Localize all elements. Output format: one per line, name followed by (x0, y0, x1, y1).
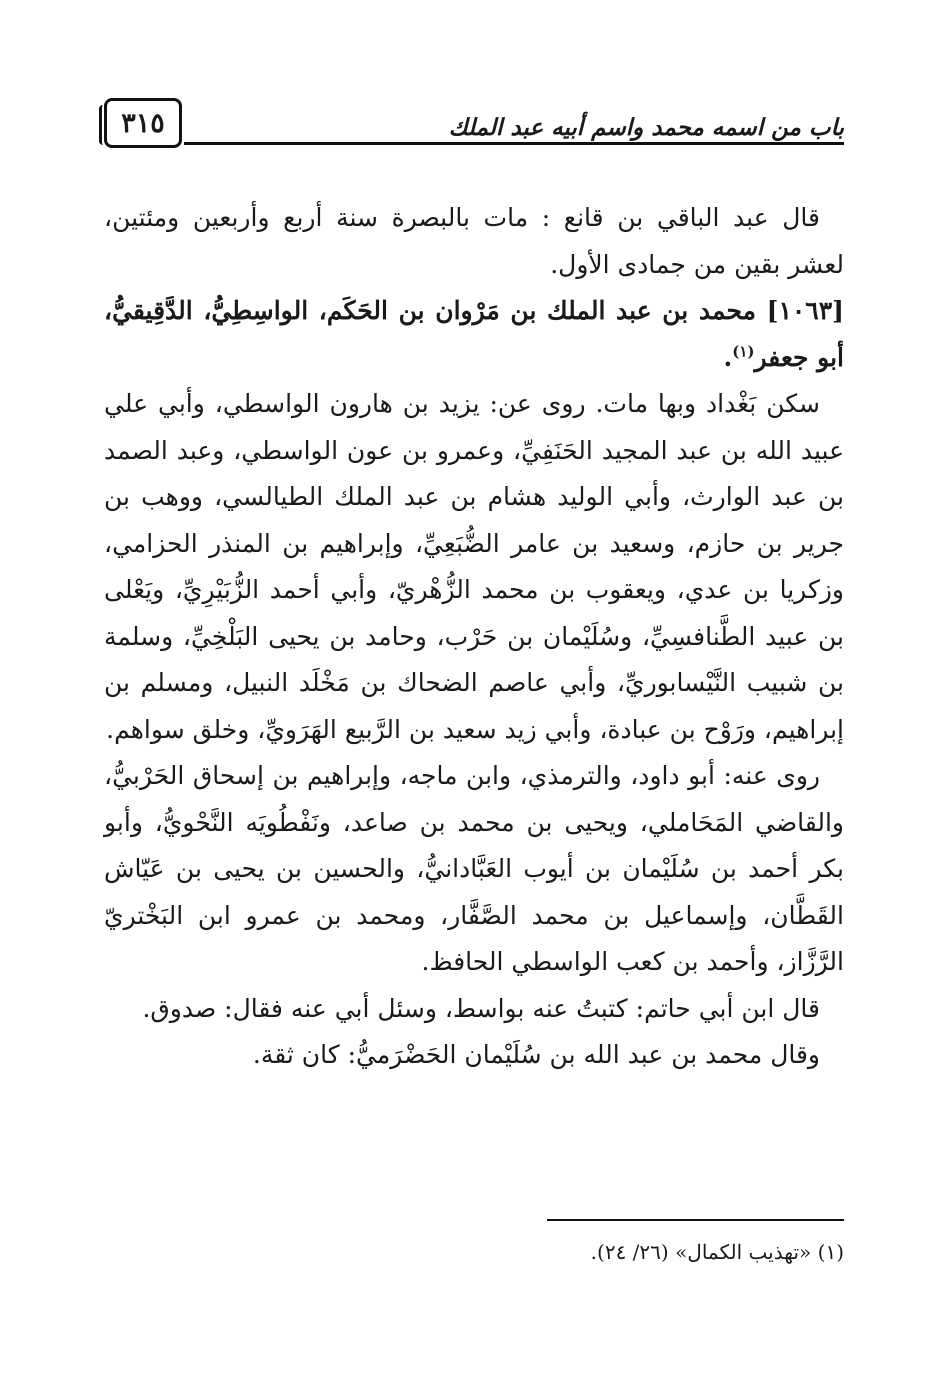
footnote-reference[interactable]: (١) (732, 342, 755, 361)
page-number (104, 98, 182, 148)
ibn-abi-hatim-paragraph: قال ابن أبي حاتم: كتبتُ عنه بواسط، وسئل أبي عنه فقال: صدوق. (142, 993, 820, 1023)
header-rule (184, 142, 844, 145)
entry-heading-end: . (723, 342, 733, 372)
hadrami-paragraph: وقال محمد بن عبد الله بن سُلَيْمان الحَضْرَميُّ: كان ثقة. (252, 1040, 820, 1069)
running-title: باب من اسمه محمد واسم أبيه عبد الملك (448, 114, 844, 141)
page-header (104, 98, 844, 158)
footnote-1: (١) «تهذيب الكمال» (٢٦/ ٢٤). (590, 1240, 844, 1264)
entry-heading-text: [١٠٦٣] محمد بن عبد الملك بن مَرْوان بن الحَكَم، الواسِطِيُّ، الدَّقِيقيُّ، أبو جعفر (104, 296, 844, 372)
narrators-to-paragraph: روى عنه: أبو داود، والترمذي، وابن ماجه، وإبراهيم بن إسحاق الحَرْبيُّ، والقاضي المَحَاملي، ويحيى بن محمد بن صاعد، ونَفْطُويَه النَّحْويُّ، وأبو بكر أحمد بن سُلَيْمان بن أيوب العَبَّادانيُّ، والحسين بن يحيى بن عَيّاش القَطَّان، وإسماعيل بن محمد الصَّفَّار، ومحمد بن عمرو ابن البَخْتريّ الرَّزَّاز، وأحمد بن كعب الواسطي الحافظ. (104, 761, 844, 976)
narrators-from-paragraph: سكن بَغْداد وبها مات. روى عن: يزيد بن هارون الواسطي، وأبي علي عبيد الله بن عبد المجيد الحَنَفِيِّ، وعمرو بن عون الواسطي، وعبد الصمد بن عبد الوارث، وأبي الوليد هشام بن عبد الملك الطيالسي، ووهب بن جرير بن حازم، وسعيد بن عامر الضُّبَعِيِّ، وإبراهيم بن المنذر الحزامي، وزكريا بن عدي، ويعقوب بن محمد الزُّهْريّ، وأبي أحمد الزُّبَيْرِيِّ، ويَعْلى بن عبيد الطَّنافسِيِّ، وسُلَيْمان بن حَرْب، وحامد بن يحيى البَلْخِيِّ، وسلمة بن شبيب النَّيْسابوريِّ، وأبي عاصم الضحاك بن مَخْلَد النبيل، ومسلم بن إبراهيم، ورَوْح بن عبادة، وأبي زيد سعيد بن الرَّبيع الهَرَويِّ، وخلق سواهم. (104, 389, 844, 744)
intro-paragraph: قال عبد الباقي بن قانع : مات بالبصرة سنة أربع وأربعين ومئتين، لعشر بقين من جمادى الأول. (104, 203, 844, 279)
main-text (104, 195, 844, 1079)
entry-heading (104, 288, 844, 381)
footnote-separator (547, 1219, 844, 1221)
page-number-text: ٣١٥ (121, 107, 165, 139)
